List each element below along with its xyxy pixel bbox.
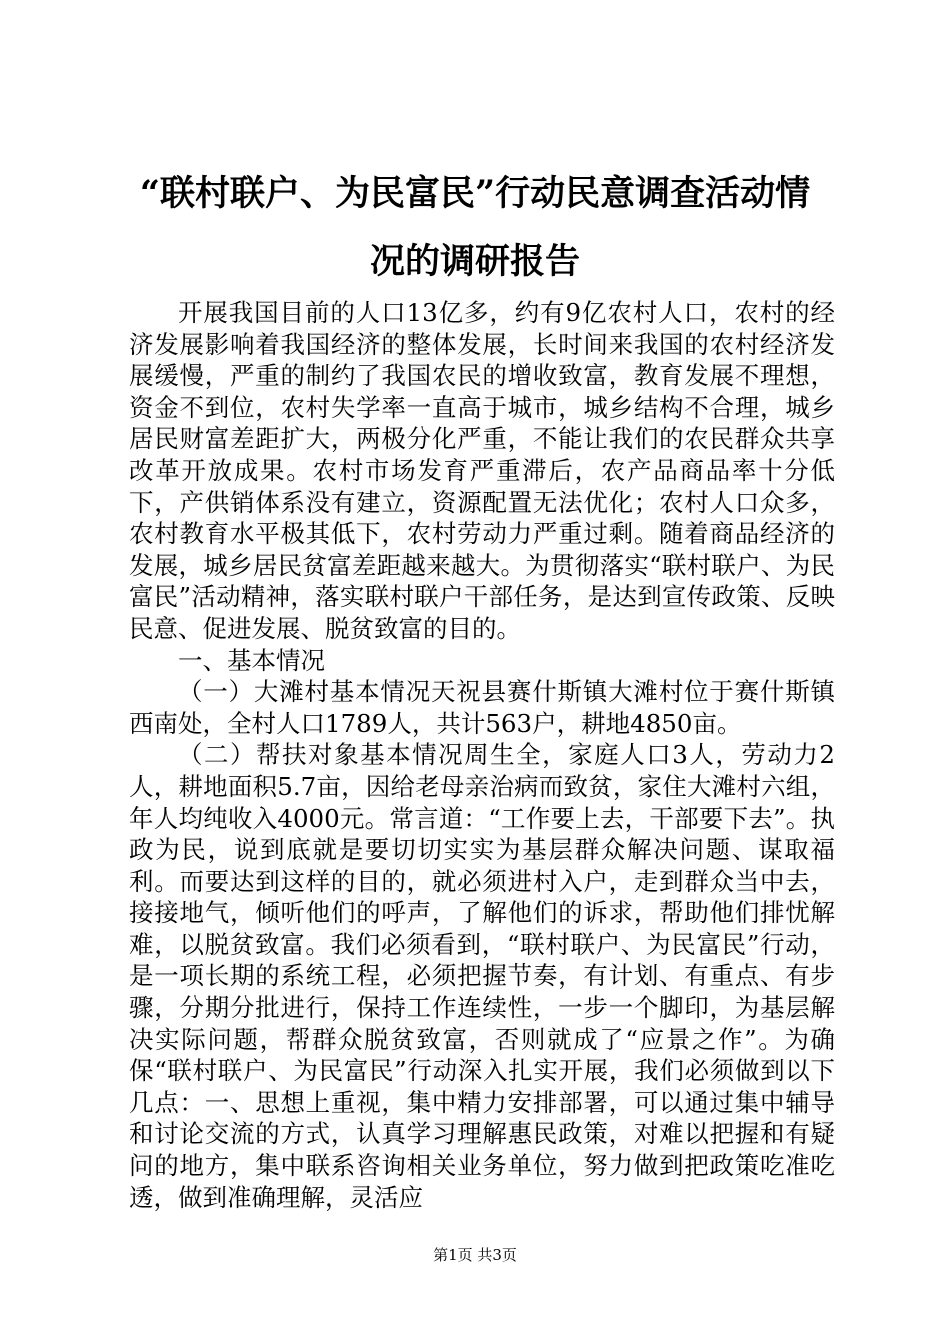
document-title: [100, 160, 850, 296]
document-body: [129, 297, 835, 1213]
paragraph-intro: 开展我国目前的人口13亿多，约有9亿农村人口，农村的经济发展影响着我国经济的整体发展，长时间来我国的农村经济发展缓慢，严重的制约了我国农民的增收致富，教育发展不理想，资金不到位，农村失学率一直高于城市，城乡结构不合理，城乡居民财富差距扩大，两极分化严重，不能让我们的农民群众共享改革开放成果。农村市场发育严重滞后，农产品商品率十分低下，产供销体系没有建立，资源配置无法优化；农村人口众多，农村教育水平极其低下，农村劳动力严重过剩。随着商品经济的发展，城乡居民贫富差距越来越大。为贯彻落实“联村联户、为民富民”活动精神，落实联村联户干部任务，是达到宣传政策、反映民意、促进发展、脱贫致富的目的。: [129, 298, 835, 643]
paragraph-assistance-target: （二）帮扶对象基本情况周生全，家庭人口3人，劳动力2人，耕地面积5.7亩，因给老母亲治病而致贫，家住大滩村六组，年人均纯收入4000元。常言道：“工作要上去，干部要下去”。执政为民，说到底就是要切切实实为基层群众解决问题、谋取福利。而要达到这样的目的，就必须进村入户，走到群众当中去，接接地气，倾听他们的呼声，了解他们的诉求，帮助他们排忧解难，以脱贫致富。我们必须看到，“联村联户、为民富民”行动，是一项长期的系统工程，必须把握节奏，有计划、有重点、有步骤，分期分批进行，保持工作连续性，一步一个脚印，为基层解决实际问题，帮群众脱贫致富，否则就成了“应景之作”。为确保“联村联户、为民富民”行动深入扎实开展，我们必须做到以下几点：一、思想上重视，集中精力安排部署，可以通过集中辅导和讨论交流的方式，认真学习理解惠民政策，对难以把握和有疑问的地方，集中联系咨询相关业务单位，努力做到把政策吃准吃透，做到准确理解，灵活应: [129, 740, 835, 1212]
title-line-1: “联村联户、为民富民”行动民意调查活动情: [139, 173, 811, 214]
paragraph-village-info: （一）大滩村基本情况天祝县赛什斯镇大滩村位于赛什斯镇西南处，全村人口1789人，共计563户，耕地4850亩。: [129, 677, 835, 738]
section-heading-basic: 一、基本情况: [178, 645, 325, 675]
title-line-2: 况的调研报告: [369, 241, 580, 282]
page-footer: 第1页 共3页: [433, 1246, 517, 1264]
